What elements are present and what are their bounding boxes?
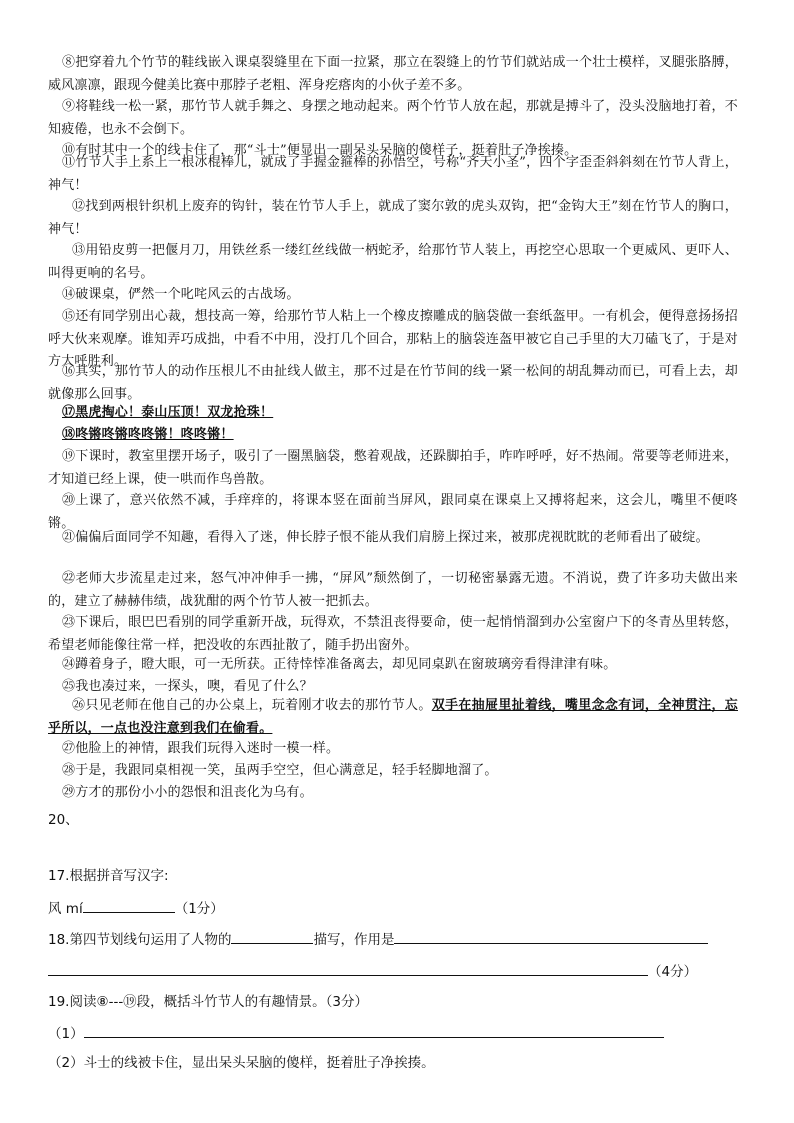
question-19-item-1-blank[interactable]: [84, 1023, 664, 1038]
paragraph-14: ⑭破课桌，俨然一个叱咤风云的古战场。: [62, 287, 300, 302]
question-19-item-2: （2）斗士的线被卡住，显出呆头呆脑的傻样，挺着肚子净挨揍。: [48, 1055, 435, 1071]
paragraph-23: ㉓下课后，眼巴巴看别的同学重新开战，玩得欢，不禁沮丧得要命，使一起悄悄溜到办公室窗户下的冬青丛里转悠，希望老师能像往常一样，把没收的东西扯散了，随手扔出窗外。: [48, 615, 738, 653]
question-18-part-a: 18.第四节划线句运用了人物的: [48, 932, 232, 948]
question-18: [48, 929, 708, 950]
question-17-blank[interactable]: [83, 898, 175, 913]
paragraph-18: ⑱咚锵咚锵咚咚锵！咚咚锵！: [62, 427, 234, 442]
paragraph-27: ㉗他脸上的神情，跟我们玩得入迷时一模一样。: [62, 741, 340, 756]
paragraph-9: ⑨将鞋线一松一紧，那竹节人就手舞之、身摆之地动起来。两个竹节人放在起，那就是搏斗了，没头没脑地打着，不知疲倦，也永不会倒下。: [48, 99, 738, 137]
paragraph-13: ⑬用铅皮剪一把偃月刀，用铁丝系一缕红丝线做一柄蛇矛，给那竹节人装上，再挖空心思取一个更威风、更吓人、叫得更响的名号。: [48, 243, 738, 281]
paragraph-17: ⑰黑虎掏心！泰山压顶！双龙抢珠！: [62, 405, 274, 420]
paragraph-8: ⑧把穿着九个竹节的鞋线嵌入课桌裂缝里在下面一拉紧，那立在裂缝上的竹节们就站成一个壮士模样，叉腿张胳膊，威风凛凛，跟现今健美比赛中那脖子老粗、浑身疙瘩肉的小伙子差不多。: [48, 55, 738, 93]
paragraph-21: ㉑偏偏后面同学不知趣，看得入了迷，伸长脖子恨不能从我们肩膀上探过来，被那虎视眈眈的老师看出了破绽。: [62, 530, 709, 545]
paragraph-20: ⑳上课了，意兴依然不减，手痒痒的，将课本竖在面前当屏风，跟同桌在课桌上又搏将起来，这会儿，嘴里不便咚锵。: [48, 493, 738, 531]
paragraph-22: ㉒老师大步流星走过来，怒气冲冲伸手一拂，“屏风”颓然倒了，一切秘密暴露无遗。不消说，费了许多功夫做出来的，建立了赫赫伟绩，战犹酣的两个竹节人被一把抓去。: [48, 571, 738, 609]
question-18-part-b: 描写，作用是: [313, 932, 395, 948]
question-18-blank-2[interactable]: [394, 929, 708, 944]
section-number: 20、: [48, 812, 79, 828]
question-17: 17.根据拼音写汉字:: [48, 868, 169, 884]
question-17-score: （1分）: [174, 901, 224, 917]
paragraph-15: ⑮还有同学别出心裁，想技高一筹，给那竹节人粘上一个橡皮擦雕成的脑袋做一套纸盔甲。一有机会，便得意扬扬招呼大伙来观摩。谁知弄巧成拙，中看不中用，没打几个回合，那粘上的脑袋连盔甲被它自己手里的大刀磕飞了，于是对方大呼胜利。: [48, 309, 738, 369]
question-19-item-1-label: （1）: [48, 1026, 84, 1042]
paragraph-29: ㉙方才的那份小小的怨恨和沮丧化为乌有。: [62, 785, 313, 800]
paragraph-28: ㉘于是，我跟同桌相视一笑，虽两手空空，但心满意足，轻手轻脚地溜了。: [62, 763, 498, 778]
paragraph-19: ⑲下课时，教室里摆开场子，吸引了一圈黑脑袋，憋着观战，还跺脚拍手，咋咋呼呼，好不热闹。常要等老师进来，才知道已经上课，使一哄而作鸟兽散。: [48, 449, 738, 487]
question-18-second-line: [48, 961, 697, 982]
paragraph-12: ⑫找到两根针织机上废弃的钩针，装在竹节人手上，就成了窦尔敦的虎头双钩，把“金钩大王”刻在竹节人的胸口，神气！: [48, 199, 738, 237]
paragraph-10: ⑩有时其中一个的线卡住了，那“斗士”便显出一副呆头呆脑的傻样子，挺着肚子净挨揍。: [62, 143, 578, 158]
question-17-prompt: 风 mí: [48, 901, 83, 917]
question-19-item-1: [48, 1023, 664, 1044]
question-18-score: （4分）: [648, 964, 698, 980]
paragraph-26: ㉖只见老师在他自己的办公桌上，玩着刚才收去的那竹节人。双手在抽屉里扯着线，嘴里念念有词，全神贯注，忘乎所以，一点也没注意到我们在偷看。: [48, 698, 738, 736]
paragraph-24: ㉔蹲着身子，瞪大眼，可一无所获。正待悻悻准备离去，却见同桌趴在窗玻璃旁看得津津有味。: [62, 657, 617, 672]
paragraph-25: ㉕我也凑过来，一探头，噢，看见了什么？: [62, 679, 313, 694]
paragraph-11: ⑪竹节人手上系上一根冰棍棒儿，就成了手握金箍棒的孙悟空，号称“齐天小圣”，四个字歪歪斜斜刻在竹节人背上，神气！: [48, 155, 738, 193]
question-18-blank-1[interactable]: [231, 929, 313, 944]
question-17-answer-line: [48, 898, 224, 919]
question-19: 19.阅读⑧---⑲段，概括斗竹节人的有趣情景。（3分）: [48, 994, 369, 1010]
paragraph-16: ⑯其实，那竹节人的动作压根儿不由扯线人做主，那不过是在竹节间的线一紧一松间的胡乱舞动而已，可看上去，却就像那么回事。: [48, 364, 738, 402]
question-18-blank-3[interactable]: [48, 961, 648, 976]
